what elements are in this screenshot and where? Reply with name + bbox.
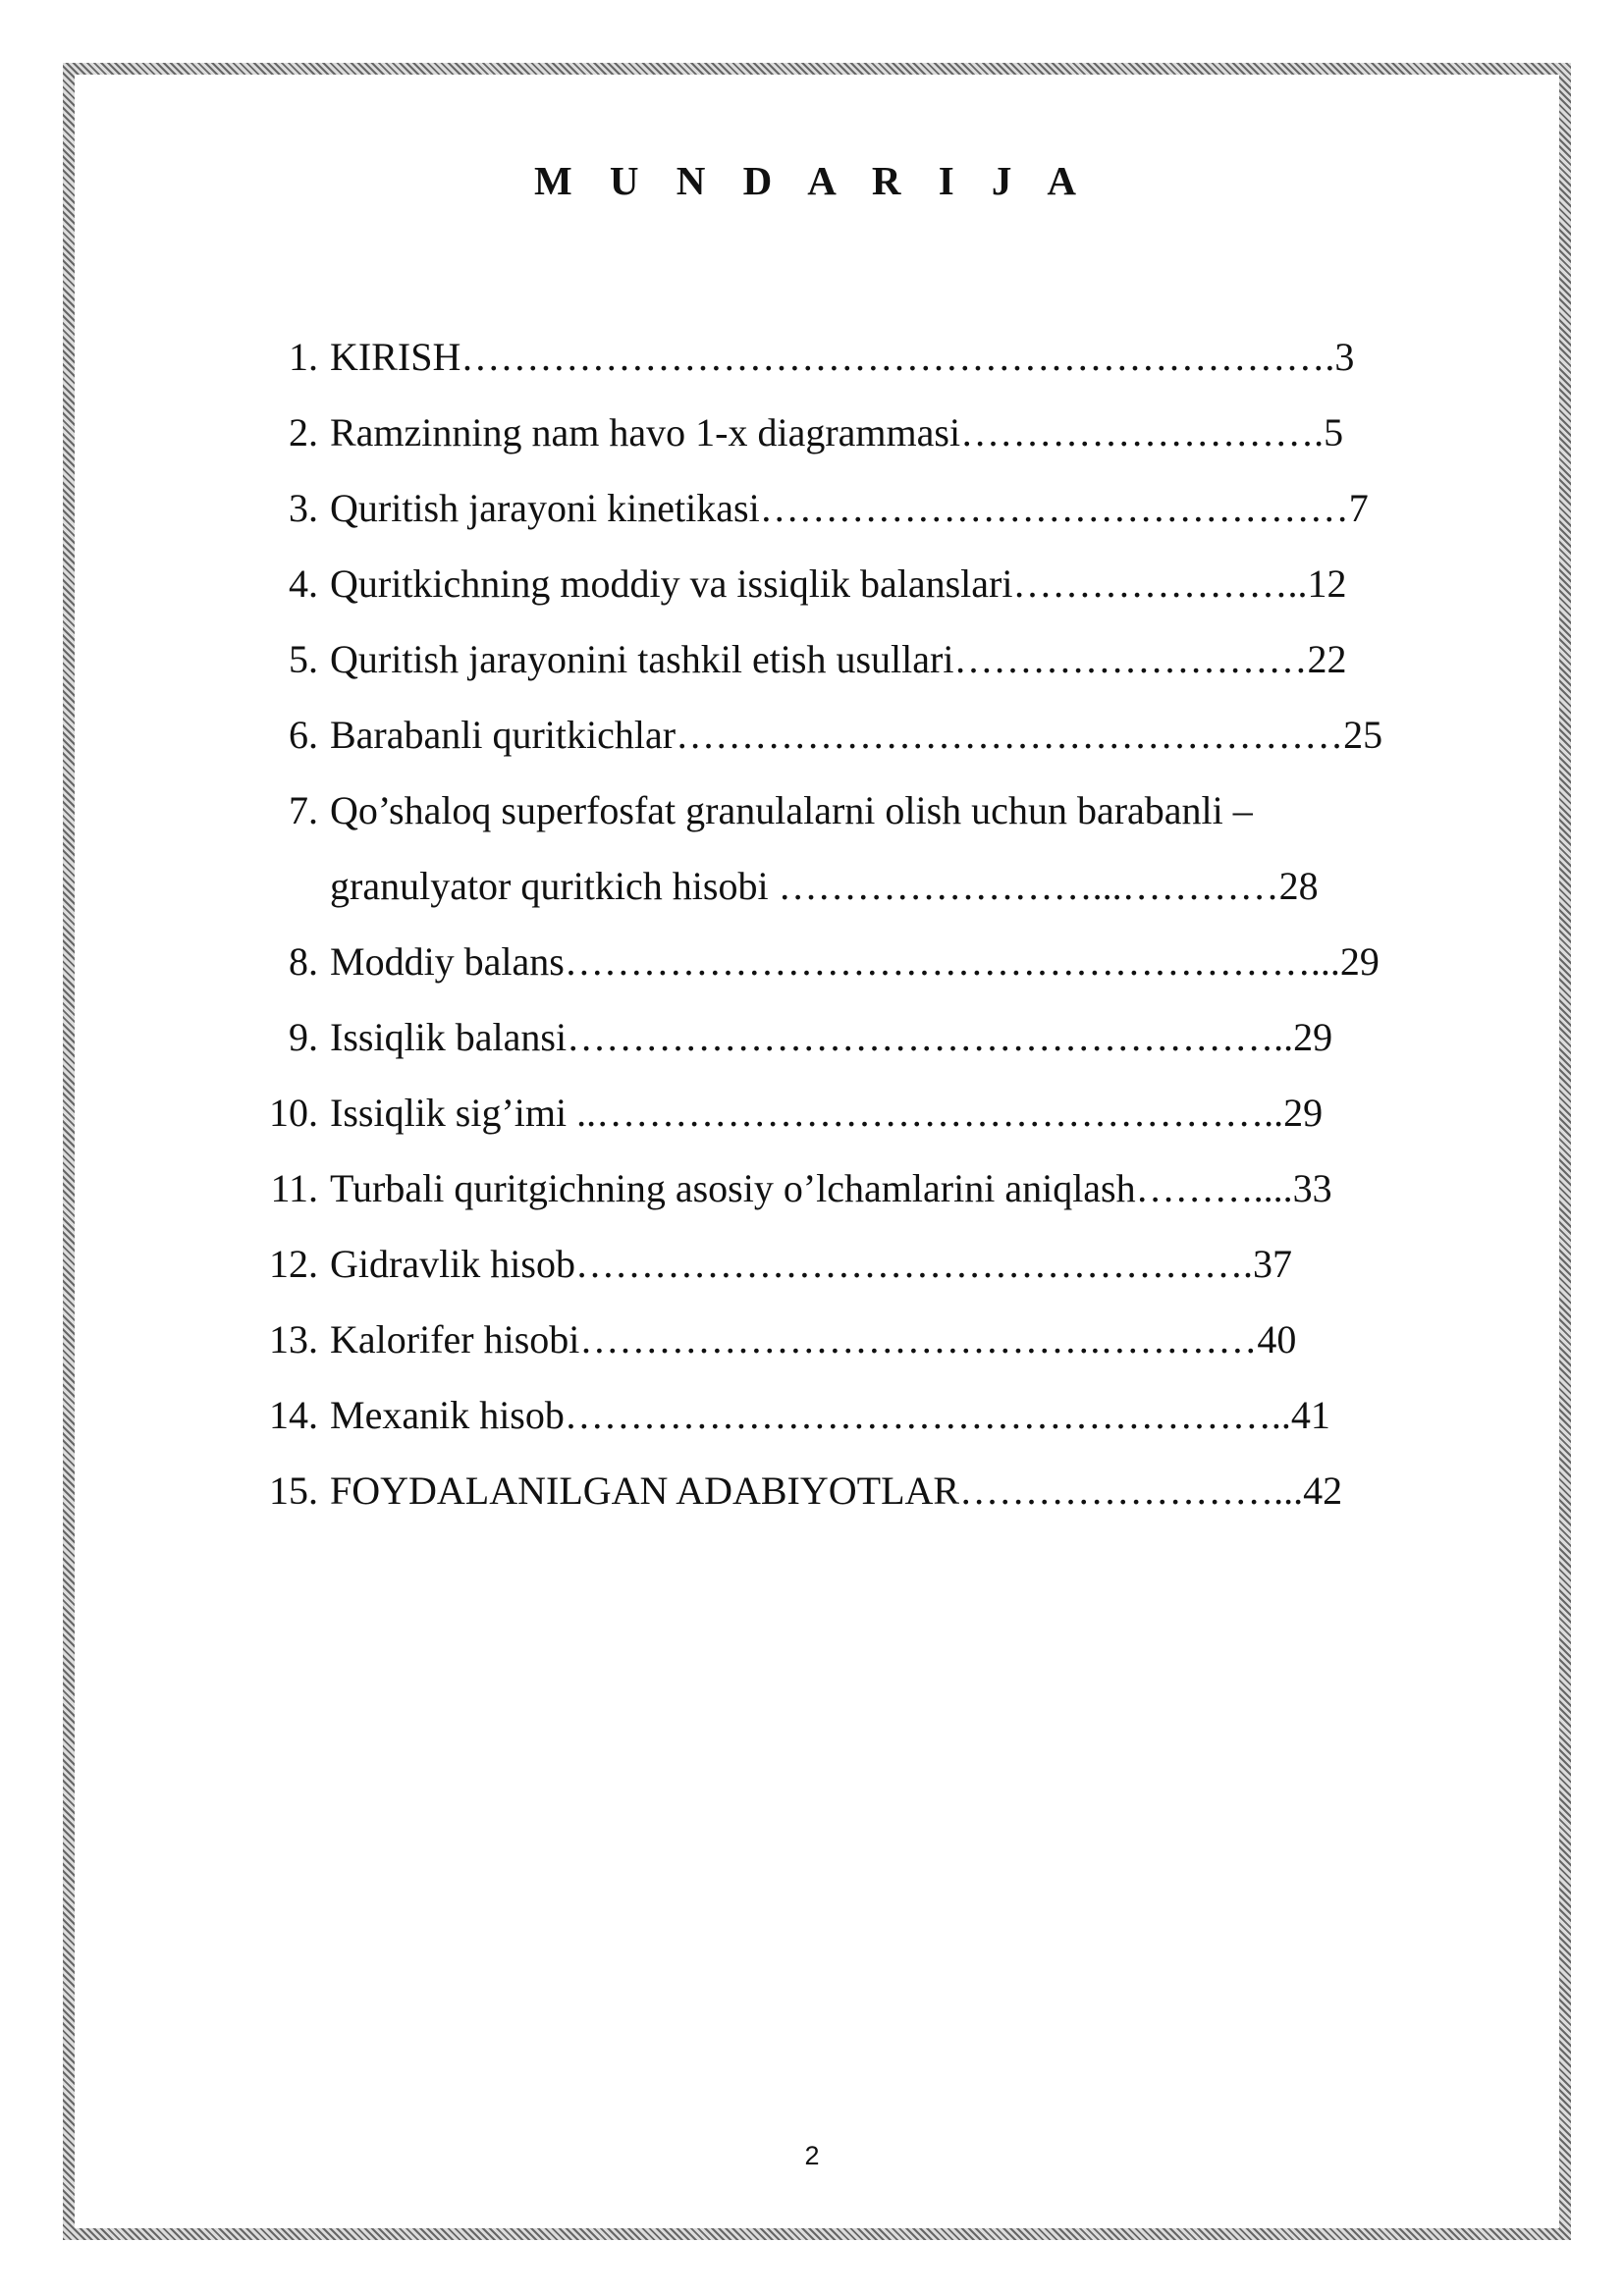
toc-entry-number: 9. [289,1015,318,1059]
toc-entry-text: Quritish jarayonini tashkil etish usullari………………………22 [330,637,1347,681]
toc-entry-number: 5. [289,637,318,681]
toc-entry [245,319,1522,395]
toc-entry [245,395,1522,470]
toc-entry [245,924,1522,999]
toc-entry-text: FOYDALANILGAN ADABIYOTLAR……………………...42 [330,1468,1343,1513]
toc-entry-number: 1. [289,335,318,379]
toc-entry [245,1302,1522,1377]
toc-entry [245,1150,1522,1226]
toc-entry-text: Ramzinning nam havo 1-x diagrammasi……………………….5 [330,410,1344,454]
toc-entry-text: Quritkichning moddiy va issiqlik balanslari…………………..12 [330,561,1347,606]
toc-entry-number: 7. [289,788,318,832]
toc-entry-text: Gidravlik hisob…………………………………………….37 [330,1242,1292,1286]
toc-entry [245,999,1522,1075]
toc-entry-number: 15. [269,1468,318,1513]
toc-entry [245,773,1522,924]
toc-entry-text: KIRISH………………………………………………………….3 [330,335,1355,379]
toc-entry-number: 11. [270,1166,318,1210]
toc-entry-text: Barabanli quritkichlar……………………………………………25 [330,713,1383,757]
toc-entry-number: 8. [289,939,318,984]
toc-entry [245,546,1522,621]
toc-entry [245,1226,1522,1302]
page-title: M U N D A R I J A [533,158,1091,203]
toc-entry [245,621,1522,697]
toc-entry-text: Quritish jarayoni kinetikasi………………………………………7 [330,486,1369,530]
table-of-contents [245,319,1522,1528]
toc-entry [245,697,1522,773]
toc-entry-text: Qo’shaloq superfosfat granulalarni olish uchun barabanli – [330,788,1253,832]
toc-entry-text: Issiqlik balansi………………………………………………..29 [330,1015,1333,1059]
toc-entry-number: 12. [269,1242,318,1286]
toc-entry-continuation: granulyator quritkich hisobi ……………………...…………28 [330,864,1319,908]
toc-entry-number: 6. [289,713,318,757]
toc-entry [245,1075,1522,1150]
toc-entry-number: 2. [289,410,318,454]
toc-entry-text: Issiqlik sig’imi ..……………………………………………..29 [330,1091,1324,1135]
toc-entry [245,470,1522,546]
toc-entry-number: 10. [269,1091,318,1135]
toc-entry-text: Mexanik hisob………………………………………………..41 [330,1393,1330,1437]
toc-entry-text: Moddiy balans…………………………………………………...29 [330,939,1380,984]
toc-entry-number: 13. [269,1317,318,1362]
toc-entry [245,1453,1522,1528]
footer-page-number: 2 [804,2141,820,2170]
toc-entry-number: 4. [289,561,318,606]
toc-entry-number: 3. [289,486,318,530]
toc-entry-number: 14. [269,1393,318,1437]
toc-entry [245,1377,1522,1453]
toc-entry-text: Kalorifer hisobi………………………………….…………40 [330,1317,1297,1362]
toc-entry-text: Turbali quritgichning asosiy o’lchamlarini aniqlash………....33 [330,1166,1332,1210]
